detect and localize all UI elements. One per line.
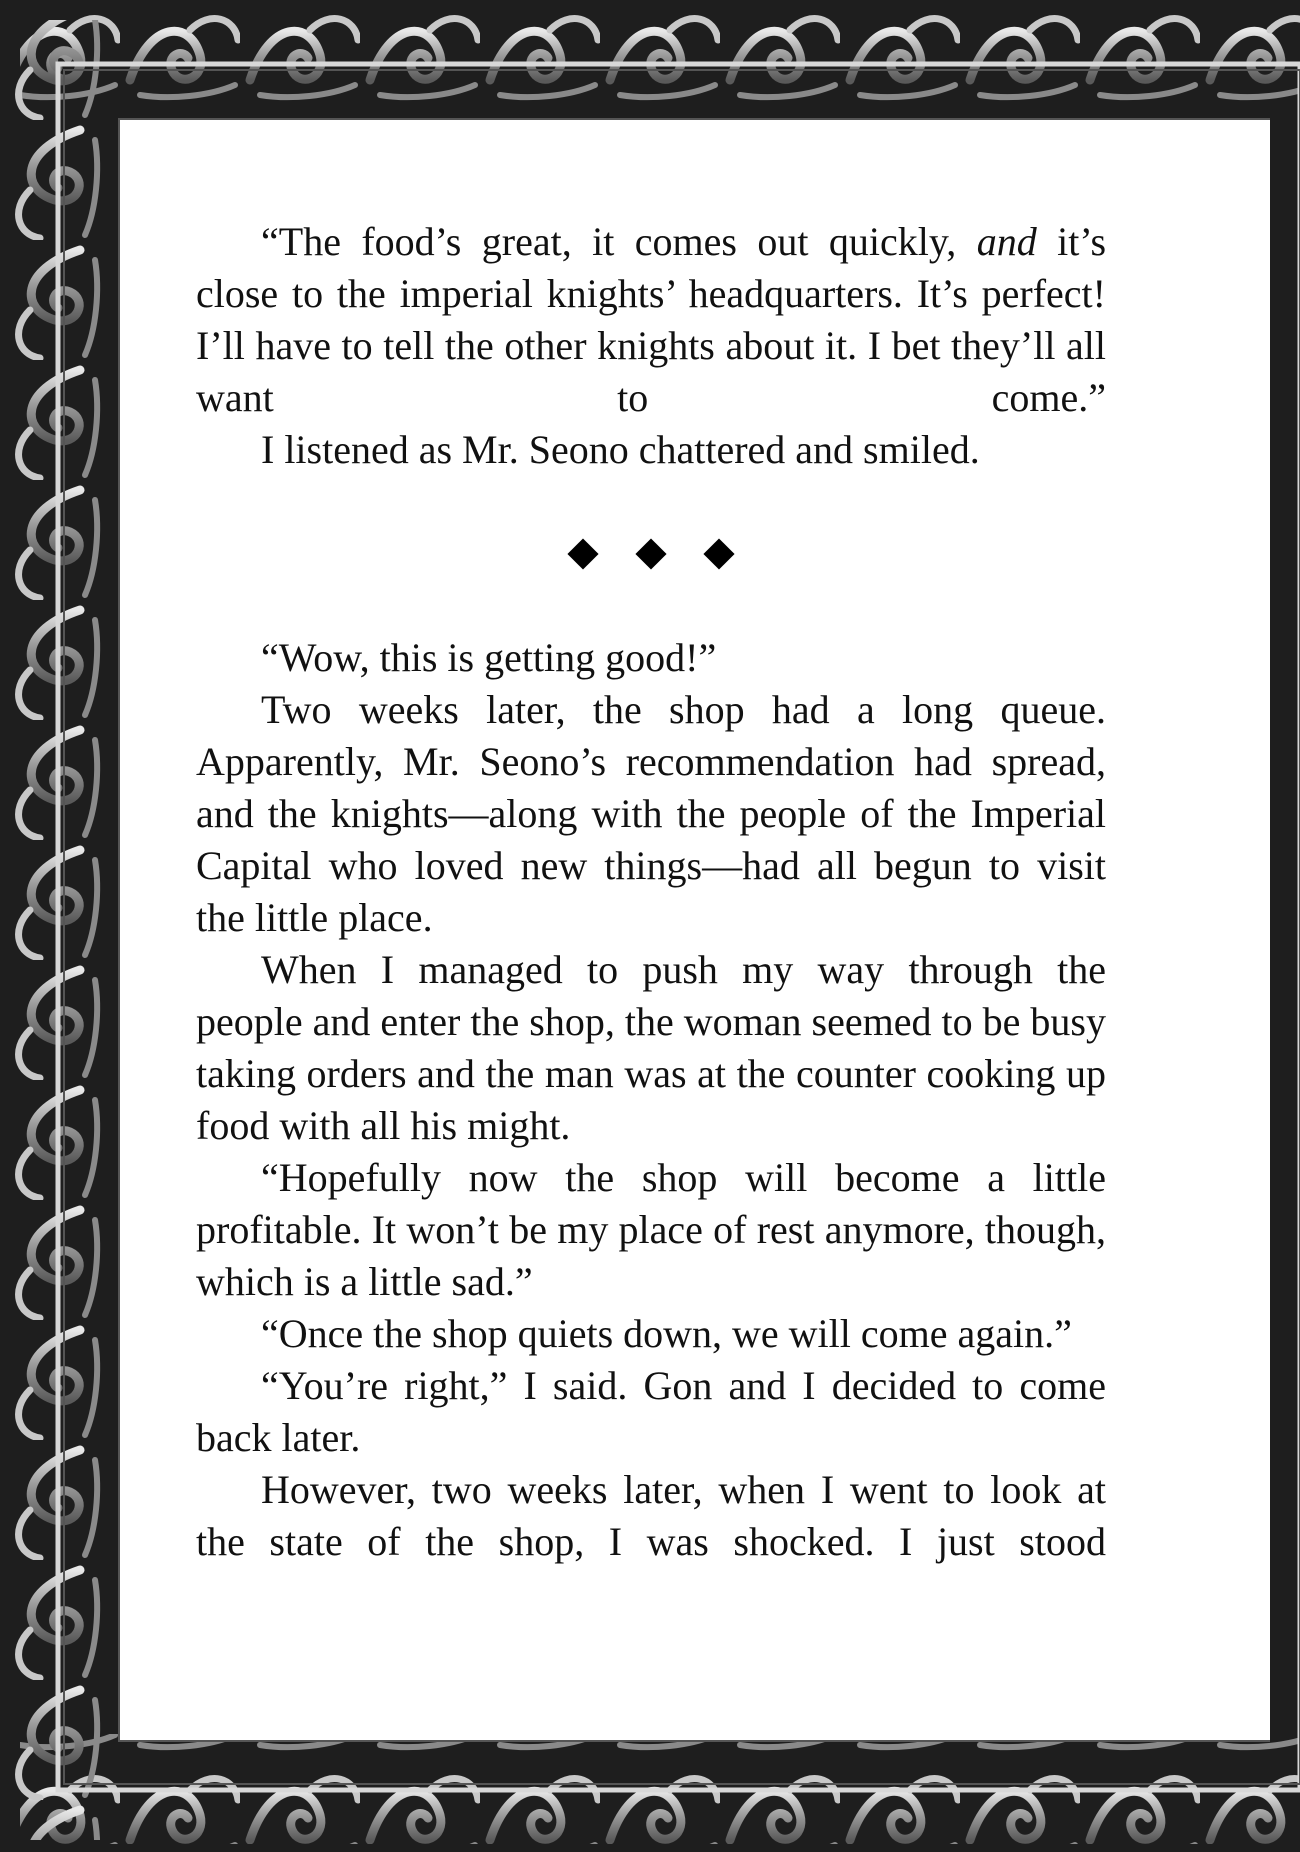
paragraph: Two weeks later, the shop had a long queue. Apparently, Mr. Seono’s recommendation had spread, and the knights—along with the people of the Imperial Capital who loved new things—had all begun to visit the little place. xyxy=(196,687,1106,940)
paragraph: “Hopefully now the shop will become a little profitable. It won’t be my place of rest anymore, though, which is a little sad.” xyxy=(196,1155,1106,1304)
emphasis: and xyxy=(976,219,1037,264)
paragraph: When I managed to push my way through the people and enter the shop, the woman seemed to be busy taking orders and the man was at the counter cooking up food with all his might. xyxy=(196,947,1106,1148)
paragraph: “Wow, this is getting good!” xyxy=(261,635,717,680)
diamond-icon xyxy=(703,538,734,569)
paragraph: “Once the shop quiets down, we will come again.” xyxy=(261,1311,1072,1356)
text-block xyxy=(196,216,1106,1568)
paragraph: However, two weeks later, when I went to look at the state of the shop, I was shocked. I just stood xyxy=(196,1467,1106,1564)
paragraph: “The food’s great, it comes out quickly, and it’s close to the imperial knights’ headquarters. It’s perfect! I’ll have to tell the other knights about it. I bet they’ll all want to come.” xyxy=(196,219,1107,420)
diamond-icon xyxy=(567,538,598,569)
diamond-icon xyxy=(635,538,666,569)
paragraph: I listened as Mr. Seono chattered and smiled. xyxy=(261,427,980,472)
scene-break xyxy=(196,476,1106,632)
paragraph: “You’re right,” I said. Gon and I decided to come back later. xyxy=(196,1363,1106,1460)
